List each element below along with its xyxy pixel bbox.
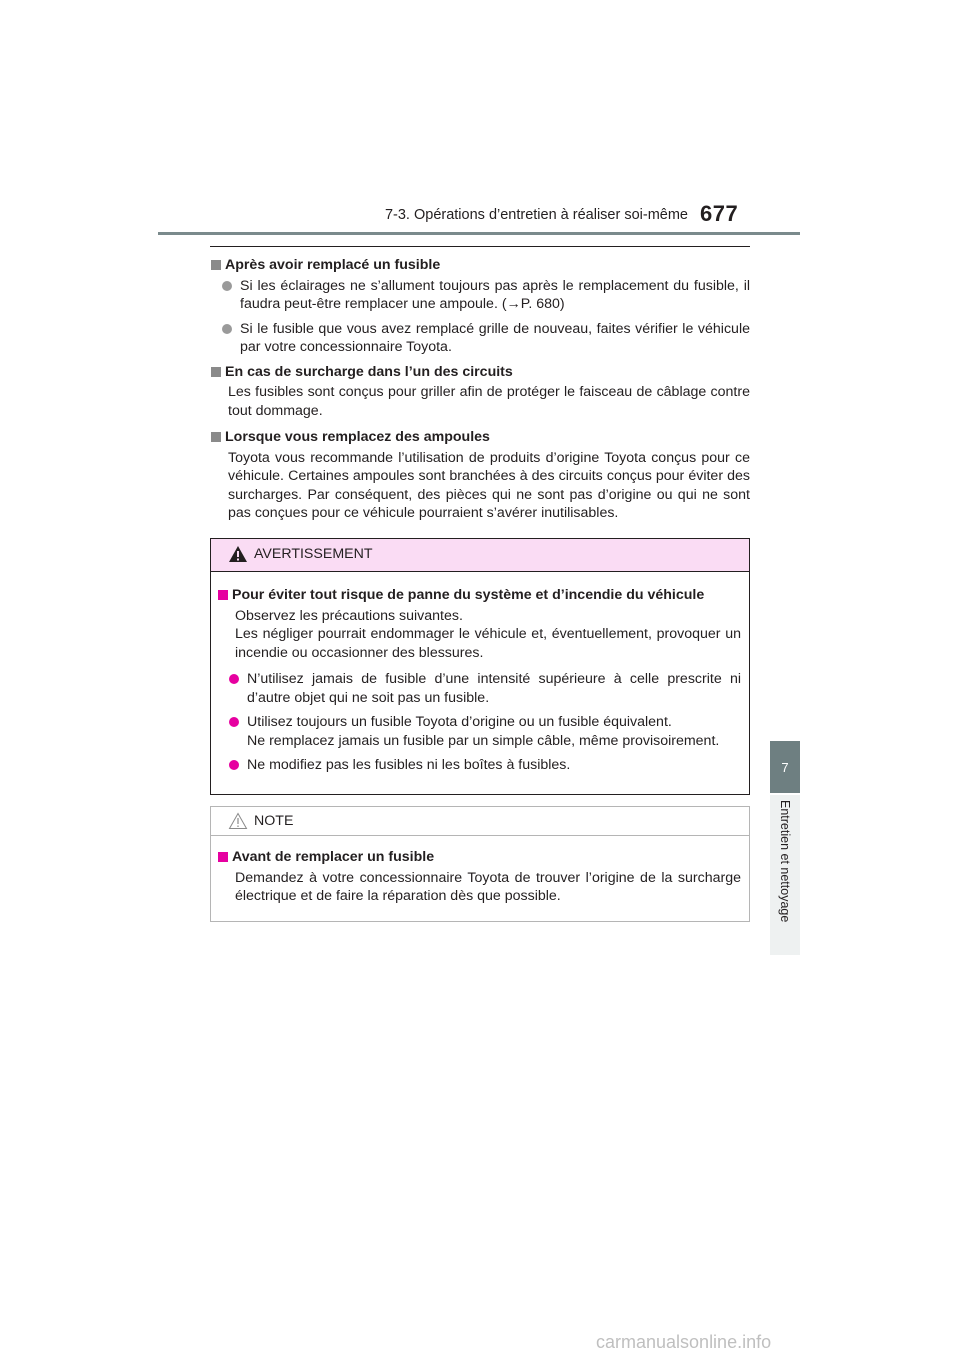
warning-body	[211, 572, 749, 775]
warning-intro: Observez les précautions suivantes.	[235, 607, 463, 624]
round-bullet-icon	[229, 717, 239, 727]
section-paragraph: Toyota vous recommande l’utilisation de produits d’origine Toyota conçus pour ce véhicule. Certaines ampoules sont branchées à des circuits conçus pour éviter des surcharges. Par conséquent, des pièces qui ne sont pas d’origine ou qui ne sont pas conçues pour ce véhicule pourraient s’avérer inutilisables.	[228, 449, 750, 521]
list-item: Si le fusible que vous avez remplacé grille de nouveau, faites vérifier le véhicule par votre concessionnaire Toyota.	[222, 320, 750, 357]
list-item: Ne modifiez pas les fusibles ni les boîtes à fusibles.	[229, 756, 741, 775]
warning-heading: Pour éviter tout risque de panne du système et d’incendie du véhicule	[217, 586, 741, 605]
list-item: Si les éclairages ne s’allument toujours pas après le remplacement du fusible, il faudra peut-être remplacer une ampoule. (→P. 680)	[222, 277, 750, 314]
note-paragraph: Demandez à votre concessionnaire Toyota de trouver l’origine de la surcharge électrique et de faire la réparation dès que possible.	[235, 869, 741, 904]
square-bullet-icon	[211, 260, 221, 270]
page-number: 677	[700, 201, 739, 226]
header-rule	[158, 232, 800, 235]
chapter-number-tab: 7	[770, 741, 800, 793]
warning-triangle-icon	[228, 545, 248, 563]
round-bullet-icon	[222, 324, 232, 334]
note-box	[210, 806, 750, 922]
square-bullet-icon	[218, 852, 228, 862]
warning-label: AVERTISSEMENT	[254, 546, 373, 562]
note-body	[211, 836, 749, 906]
section-heading: En cas de surcharge dans l’un des circuits	[210, 363, 750, 382]
warning-intro-2: Les négliger pourrait endommager le véhicule et, éventuellement, provoquer un incendie ou occasionner des blessures.	[235, 626, 741, 661]
section-paragraph: Les fusibles sont conçus pour griller afin de protéger le faisceau de câblage contre tout dommage.	[228, 384, 750, 419]
section-heading: Lorsque vous remplacez des ampoules	[210, 428, 750, 447]
warning-header	[211, 539, 749, 572]
chapter-title: Entretien et nettoyage	[778, 800, 792, 923]
caution-outline-icon	[228, 812, 248, 830]
note-label: NOTE	[254, 813, 294, 829]
square-bullet-icon	[211, 367, 221, 377]
round-bullet-icon	[229, 760, 239, 770]
square-bullet-icon	[218, 590, 228, 600]
list-item: Utilisez toujours un fusible Toyota d’origine ou un fusible équivalent. Ne remplacez jamais un fusible par un simple câble, même provisoirement.	[229, 713, 741, 750]
header-section-title: 7-3. Opérations d’entretien à réaliser soi-même	[384, 207, 688, 223]
section-overload	[210, 363, 750, 421]
note-header	[211, 807, 749, 836]
main-content	[210, 256, 750, 531]
warning-box	[210, 538, 750, 795]
note-heading: Avant de remplacer un fusible	[217, 848, 741, 867]
section-heading: Après avoir remplacé un fusible	[210, 256, 750, 275]
list-item: N’utilisez jamais de fusible d’une intensité supérieure à celle prescrite ni d’autre objet qui ne soit pas un fusible.	[229, 670, 741, 707]
watermark: carmanualsonline.info	[596, 1332, 772, 1352]
round-bullet-icon	[222, 281, 232, 291]
content-rule	[210, 246, 750, 247]
square-bullet-icon	[211, 432, 221, 442]
round-bullet-icon	[229, 674, 239, 684]
section-after-fuse	[210, 256, 750, 357]
section-bulbs	[210, 428, 750, 523]
